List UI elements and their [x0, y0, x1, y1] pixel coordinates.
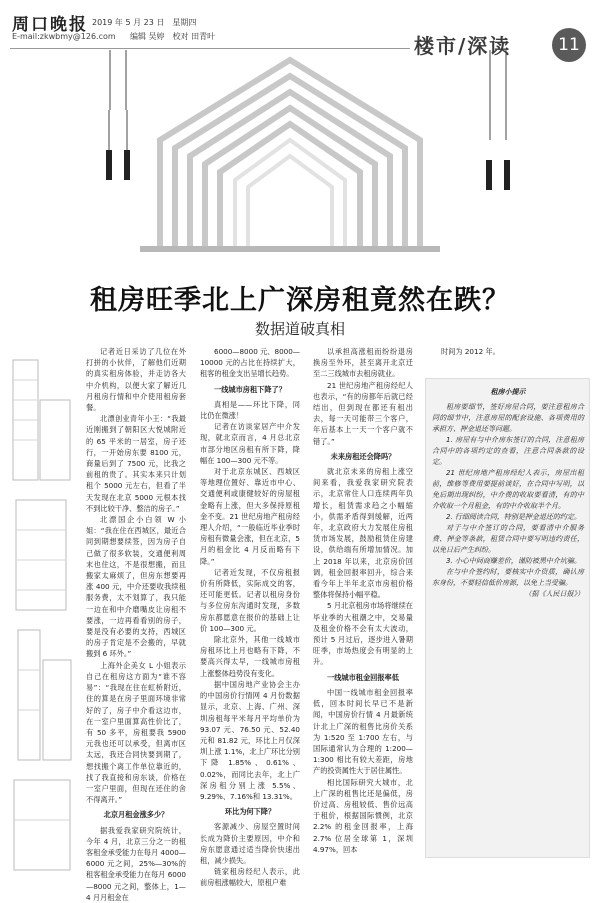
paragraph: 记者近发现，不仅房租报价有所降低，实际成交的客，还可能更低。记者以租房身份与多位房东沟通时发现，多数房东都愿意在报价的基础上让价 100—300 元。	[200, 567, 300, 633]
section-heading: 一线城市租金回报率低	[327, 672, 399, 682]
paragraph: 中国一线城市租金回报率低，回本时间长早已不是新闻，中国房价行情 4 月最新统计北上广深的租售比房价关系为 1:520 至 1:700 左右，与国际通常认为合理的 1:200—1:300 相比有较大差距，房地产的投资属性大于居住属性。	[313, 687, 413, 776]
section-heading: 一线城市房租下降了？	[214, 384, 286, 394]
tip-item: 2. 行细阅读合同，特别是押金退还的约定。	[446, 513, 581, 521]
tip-item: 1. 房屋有与中介房东签订的合同，注意租房合同中的各项约定的查看，注意合同条款的设定。	[432, 436, 584, 466]
paragraph: 据中国房地产业协会主办的中国房价行情网 4 月份数据显示，北京、上海、广州、深圳房租每平米每月平均单价为 93.07 元、76.50 元、52.40 元和 81.82 元，环比上月仅深圳上涨 1.1%，北上广环比分别下降 1.85%、0.61%、0.02%，而同比去年，北上广深房租分别上涨 5.5%、9.29%、7.16%和 13.31%。	[200, 679, 300, 801]
paragraph: 记者近日采访了几位在外打拼的小伙伴，了解他们近期的真实租房体验，并走访各大中介机构，以便大家了解近几月租房行情和中介使用租房套餐。	[86, 347, 186, 413]
article-column-3	[313, 346, 413, 855]
tip-item: 对于与中介签订的合同，要看清中介服务费、押金等条款，租赁合同中要写明违约责任，以免日后产生纠纷。	[432, 524, 584, 554]
header-rule	[10, 48, 410, 49]
paragraph: 5 月北京租房市场将继续在毕业季的大租潮之中，交易量及租金价格不会有太大波动，预计 5 月过后，逐步进入暑期旺季，市场热度会有明显的上升。	[313, 601, 413, 667]
paragraph: 北漂国企小白领 W 小姐：“我在住在西城区，最近合同到期想要续签，因为房子自己做了很多软装，交通便利周末也住这，不是很想搬，而且搬家太麻烦了，但房东想要再涨 400 元，中介还要收我续租服务费，太不划算了，我只能一边在和中介磨嘴皮让房租不要涨，一边再看看别的房子，要是没有必要的支持，西城区的房子肯定是不会搬的，早就搬到 6 环外。”	[86, 515, 186, 659]
tips-box	[425, 378, 590, 858]
paragraph: 时间为 2012 年。	[441, 347, 500, 356]
section-title: 楼市/深读	[414, 34, 512, 58]
section-heading: 环比为何下降？	[224, 807, 276, 817]
paragraph: 以承担高涨租而纷纷退房换房至外环，甚至离开北京迁至二三线城市去租房就业。	[313, 347, 413, 379]
lamp-icon	[486, 50, 510, 190]
date-line: 2019 年 5 月 23 日 星期四	[92, 18, 197, 27]
article-column-2	[200, 346, 300, 889]
paragraph: 真相是——环比下降，同比仍在微涨！	[200, 399, 300, 421]
tip-item: 在与中介签约时，要核实中介资质，确认房东身份，不要轻信低价房源，以免上当受骗。	[432, 568, 584, 587]
section-heading: 未来房租还会降吗？	[330, 451, 396, 461]
paragraph: 客源减少、房屋空置时间长成为降价主要原因，中介和房东愿意通过适当降价快速出租，减少损失。	[200, 822, 300, 865]
article-column-1	[86, 346, 186, 903]
article-headline: 租房旺季北上广深房租竟然在跌？	[90, 285, 510, 316]
paragraph: 对于北京东城区、西城区等地理位置好、靠近市中心、交通便利或康健较好的房屋租金略有上涨，但大多保持原租金不变。21 世纪房地产租房经理人介绍，“一般临近毕业季时房租有微量会涨，但在北京，5 月的租金比 4 月反而略有下降。”	[200, 467, 300, 566]
city-sketch-illustration	[8, 340, 78, 880]
paragraph: 记者在访谈家居产中介发现，就北京而言，4 月总北京市部分地区房租有所下降，降幅在 100—300 元不等。	[200, 422, 300, 465]
paragraph: 相比国际研究大城市，北上广深的租售比还是偏低，房价过高、房租较低、售价远高于租价，根据国际惯例，北京 2.2% 的租金回报率，上海 2.7% 位居全球第 1，深圳 4.97%，回本	[313, 777, 413, 854]
source-credit: （据《人民日报》）	[524, 590, 584, 598]
paragraph: 6000—8000 元、8000—10000 元的占比在持续扩大，租客的租金支出呈增长趋势。	[200, 347, 300, 379]
paragraph: 21 世纪房地产租房经纪人也表示，“有的房都年后就已经结出，但到现在都还有租出去，每一天可能带三个客户，年后基本上一天一个客户就不错了。”	[313, 380, 413, 446]
tips-column	[426, 379, 590, 604]
lamp-icon	[106, 50, 130, 180]
paragraph: 据我爱我家研究院统计，今年 4 月，北京三分之一的租客租金承受能力在每月 4000—6000 元之间，25%—30%的租客租金承受能力在每月 6000—8000 元之间，整体上，1—4 月月租金在	[86, 825, 186, 902]
article-column-4	[427, 346, 527, 357]
paragraph: 北漂创业青年小王：“我最近刚搬到了朝阳区大悦城附近的 65 平米的一居室，房子还行，一开始房东要 8100 元，商量后到了 7500 元，比我之前租的贵了。其实本来只计划租个 5000 元左右，但看了半天发现在北京 5000 元根本找不到比较干净、整洁的房子。”	[86, 414, 186, 513]
paragraph: 除北京外，其他一线城市房租环比上月也略有下降，不要高兴得太早，一线城市房租上涨整体趋势没有变化。	[200, 635, 300, 678]
tip-item: 租房要细节，签好房屋合同，要注意租房合同的细节中，注意房屋的配套设施、各项费用的承担方、押金退还等问题。	[432, 403, 584, 433]
email-line: E-mail:zkwbmy@126.com	[12, 32, 116, 41]
article-subhead: 数据道破真相	[254, 320, 345, 338]
page-number: 11	[552, 28, 586, 62]
paragraph: 链家租房经纪人表示，此前房租涨幅较大，原租户难	[200, 867, 300, 888]
paragraph: 就北京未来的房租上涨空间来看，我爱我家研究院表示，北京常住人口连续两年负增长，租赁需求趋之小幅缩小，供需矛盾得到缓解，近两年，北京政府大力发展住房租赁市场发展，鼓励租赁住房建设，供给端有所增加情况。加上 2018 年以来，北京房价回调，租金回报率回升，综合来看今年上半年北京市房租价格整体将保持小幅平稳。	[313, 467, 413, 600]
paragraph: 上海外企美女 L 小姐表示自己在租房这方面为“谁不容易”：“我现在住在虹桥附近，住的算是在房子里面环境非常好的了，房子中介看这边市，在一室户里面算高性价比了，有 50 多平，房租要我 5900 元我也还可以承受，但离市区太远，我还合同快要到期了，想找搬个离工作单位靠近的，找了我直接和房东谈，价格在一室户里面，但现在还住的舍不得离开。”	[86, 660, 186, 805]
section-heading: 北京月租金涨多少？	[103, 810, 169, 820]
house-illustration	[60, 50, 580, 270]
newspaper-logo: 周口晚报	[12, 15, 88, 35]
tips-title: 租房小提示	[490, 388, 526, 396]
editor-line: 编辑 吴婷 校对 田青叶	[130, 32, 216, 41]
tip-item: 3. 小心中间商赚差价，谨防被黑中介坑骗。	[446, 557, 581, 565]
tip-item: 21 世纪房地产租房经纪人表示，房屋出租前，维修等费用要提前谈好，在合同中写明，以免后期出现纠纷，中介费的收取要看清，有的中介收取一个月租金，有的中介收取半个月。	[432, 469, 584, 510]
